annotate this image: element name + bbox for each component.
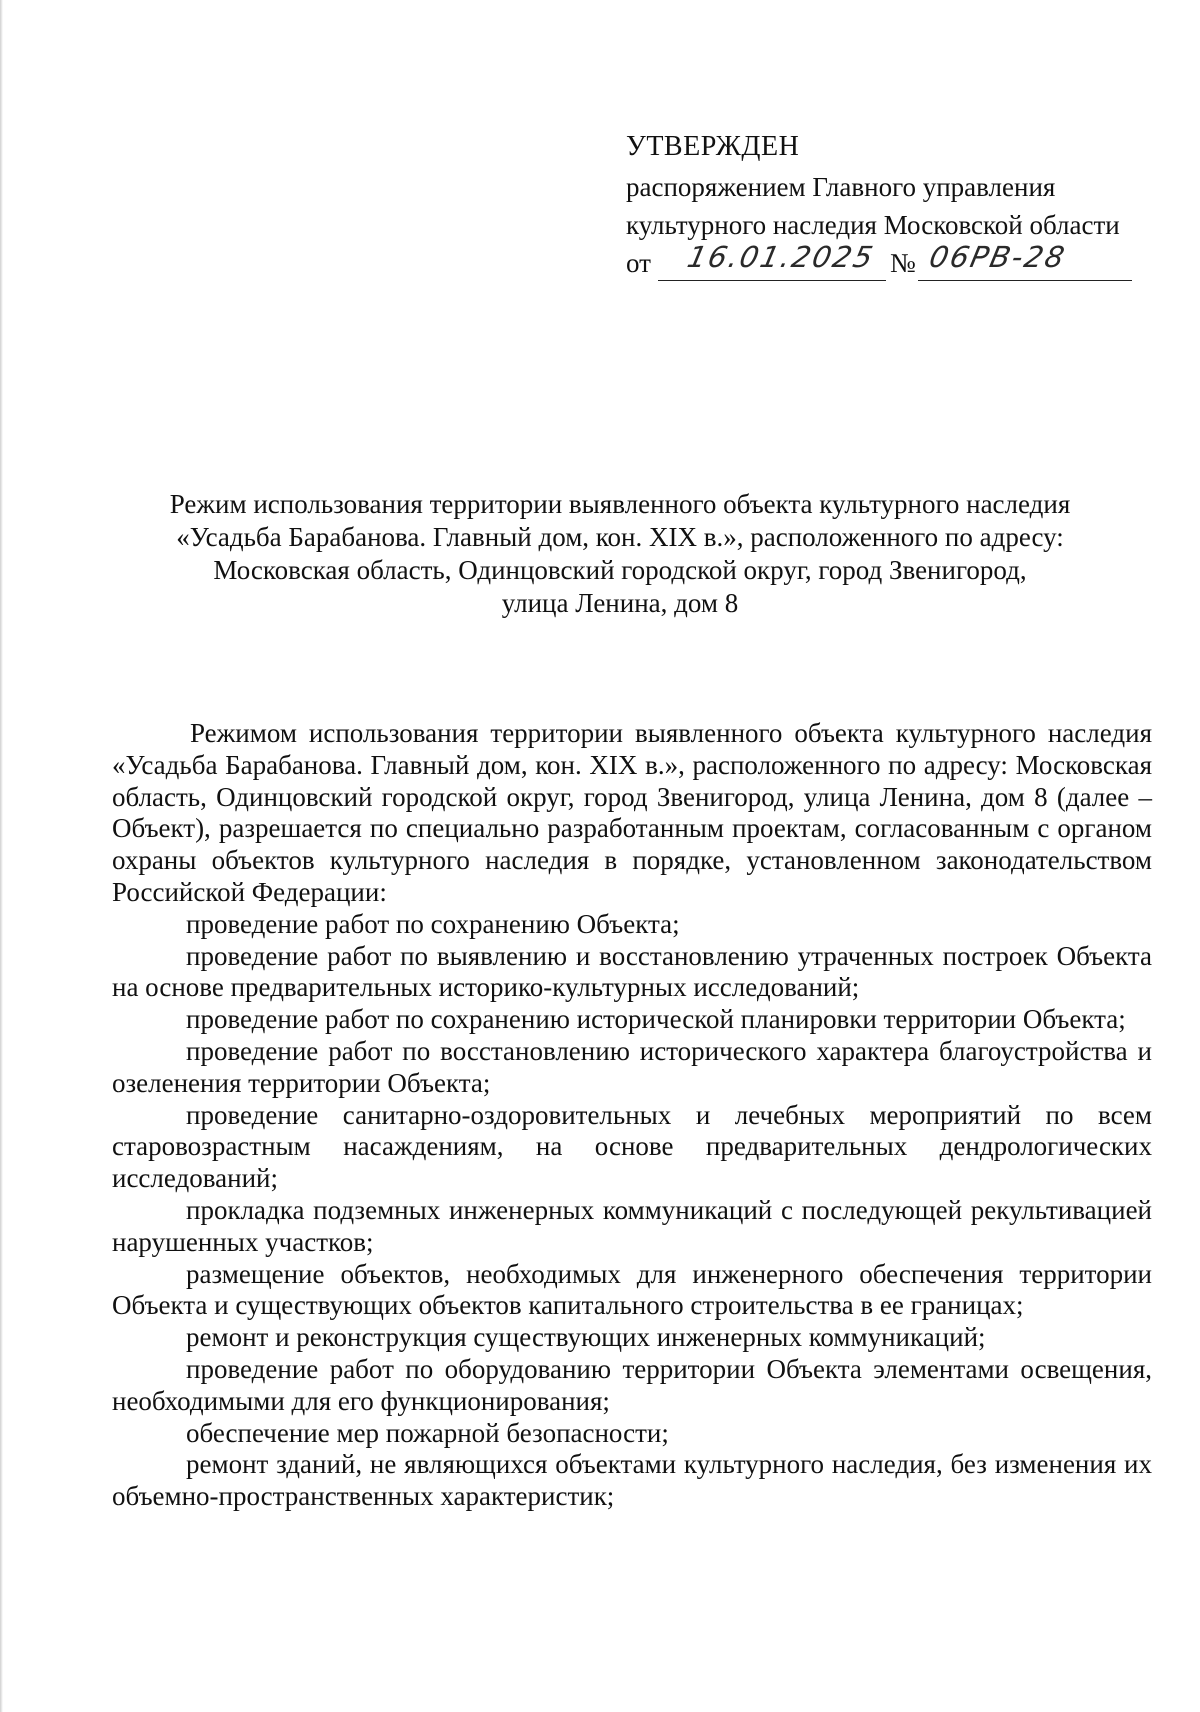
list-item: размещение объектов, необходимых для инженерного обеспечения территории Объекта и существующих объектов капитального строительства в ее границах; bbox=[112, 1258, 1152, 1321]
approval-line-2: культурного наследия Московской области bbox=[626, 210, 1120, 240]
list-item: ремонт зданий, не являющихся объектами культурного наследия, без изменения их объемно-пространственных характеристик; bbox=[112, 1449, 1152, 1512]
list-item: проведение работ по выявлению и восстановлению утраченных построек Объекта на основе предварительных историко-культурных исследований; bbox=[112, 940, 1152, 1003]
date-prefix: от bbox=[626, 248, 651, 278]
scan-edge bbox=[0, 0, 3, 1712]
list-item: прокладка подземных инженерных коммуникаций с последующей рекультивацией нарушенных участков; bbox=[112, 1194, 1152, 1257]
number-field bbox=[918, 240, 1132, 281]
list-item: проведение работ по сохранению исторической планировки территории Объекта; bbox=[186, 1004, 1126, 1035]
approval-block bbox=[626, 128, 1186, 288]
approval-date-row bbox=[626, 240, 1186, 288]
title-line-4: улица Ленина, дом 8 bbox=[501, 588, 739, 618]
handwritten-number: 06РВ-28 bbox=[926, 240, 1070, 274]
list-item: проведение работ по сохранению Объекта; bbox=[186, 908, 680, 939]
title-line-2: «Усадьба Барабанова. Главный дом, кон. XIX в.», расположенного по адресу: bbox=[176, 522, 1064, 552]
title-line-1: Режим использования территории выявленного объекта культурного наследия bbox=[169, 489, 1071, 519]
document-title bbox=[120, 488, 1120, 620]
list-item: проведение санитарно-оздоровительных и лечебных мероприятий по всем старовозрастным насаждениям, на основе предварительных дендрологических исследований; bbox=[112, 1099, 1152, 1194]
number-sign: № bbox=[890, 248, 916, 278]
list-item: проведение работ по восстановлению исторического характера благоустройства и озеленения территории Объекта; bbox=[112, 1035, 1152, 1098]
date-field bbox=[658, 240, 886, 281]
approval-heading: УТВЕРЖДЕН bbox=[626, 131, 800, 162]
list-item: проведение работ по оборудованию территории Объекта элементами освещения, необходимыми для его функционирования; bbox=[112, 1353, 1152, 1416]
document-body bbox=[112, 718, 1152, 1513]
approval-line-1: распоряжением Главного управления bbox=[626, 172, 1056, 202]
title-line-3: Московская область, Одинцовский городской округ, город Звенигород, bbox=[213, 555, 1027, 585]
list-item: ремонт и реконструкция существующих инженерных коммуникаций; bbox=[186, 1322, 986, 1353]
intro-paragraph: Режимом использования территории выявленного объекта культурного наследия «Усадьба Барабанова. Главный дом, кон. XIX в.», расположенного по адресу: Московская область, Одинцовский городской округ, город Звенигород, улица Ленина, дом 8 (далее – Объект), разрешается по специально разработанным проектам, согласованным с органом охраны объектов культурного наследия в порядке, установленном законодательством Российской Федерации: bbox=[112, 718, 1152, 907]
list-item: обеспечение мер пожарной безопасности; bbox=[186, 1417, 669, 1448]
handwritten-date: 16.01.2025 bbox=[684, 240, 878, 274]
